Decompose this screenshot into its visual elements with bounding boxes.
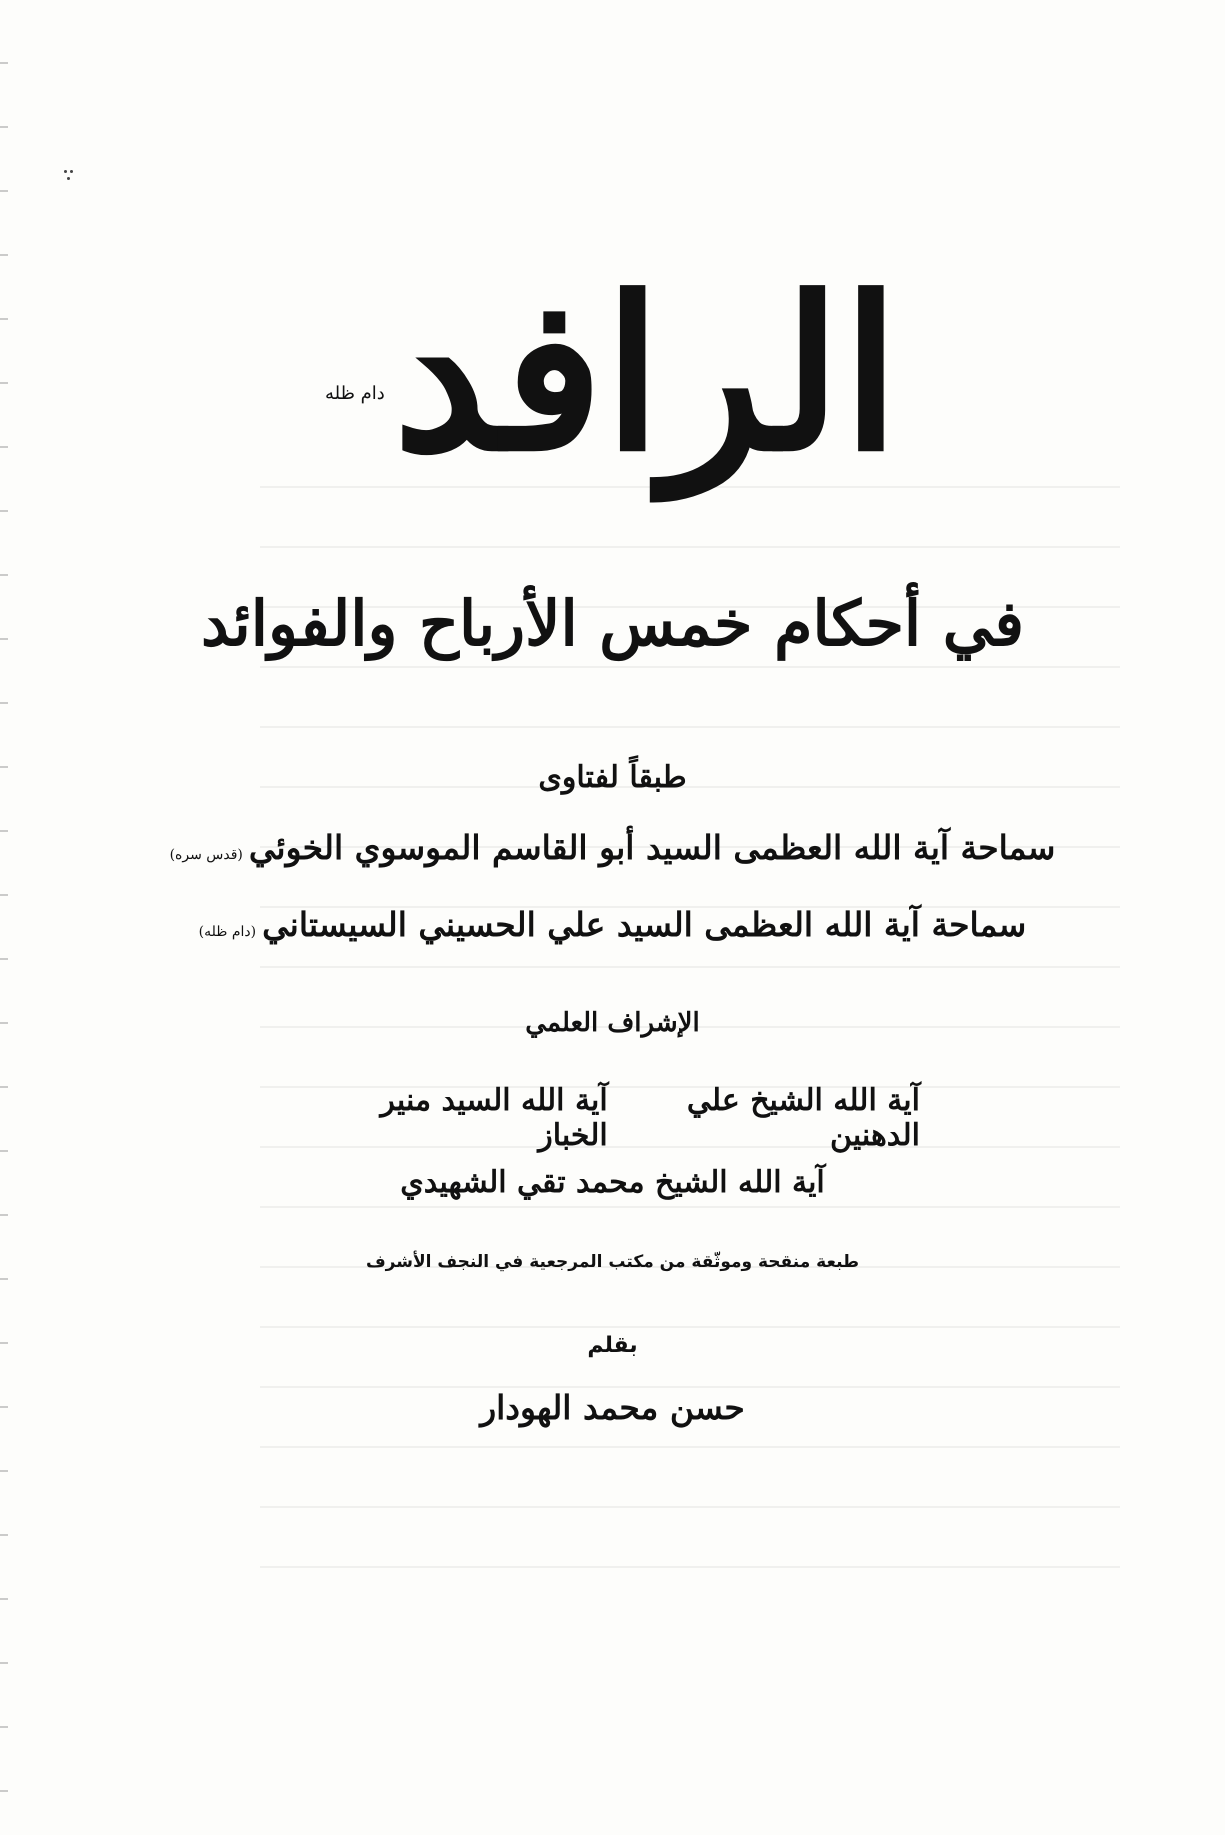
- supervision-label: الإشراف العلمي: [525, 1008, 700, 1038]
- author-name: حسن محمد الهودار: [480, 1388, 745, 1427]
- authority-name-2: سماحة آية الله العظمى السيد علي الحسيني السيستاني: [262, 905, 1027, 944]
- authority-name-1: سماحة آية الله العظمى السيد أبو القاسم الموسوي الخوئي: [248, 828, 1056, 867]
- book-title-text: الرافد: [392, 251, 900, 498]
- according-to-label: طبقاً لفتاوى: [538, 760, 687, 795]
- authority-honorific-1: (قدس سره): [169, 847, 243, 863]
- book-subtitle: في أحكام خمس الأرباح والفوائد: [200, 587, 1025, 660]
- title-superscript: دام ظله: [325, 382, 385, 404]
- supervisor-3: آية الله الشيخ محمد تقي الشهيدي: [400, 1165, 825, 1200]
- supervisors-row: [320, 1083, 920, 1153]
- edition-note: طبعة منقحة وموثّقة من مكتب المرجعية في النجف الأشرف: [365, 1252, 860, 1272]
- authority-line-2: [0, 905, 1225, 944]
- stray-dots: [64, 170, 76, 184]
- supervisor-1: آية الله الشيخ علي الدهنين: [686, 1083, 920, 1153]
- authority-line-1: [0, 828, 1225, 867]
- supervisor-2: آية الله السيد منير الخباز: [380, 1083, 608, 1153]
- authority-honorific-2: (دام ظله): [198, 924, 257, 940]
- by-pen-label: بقلم: [587, 1333, 638, 1358]
- book-title: [0, 251, 1225, 498]
